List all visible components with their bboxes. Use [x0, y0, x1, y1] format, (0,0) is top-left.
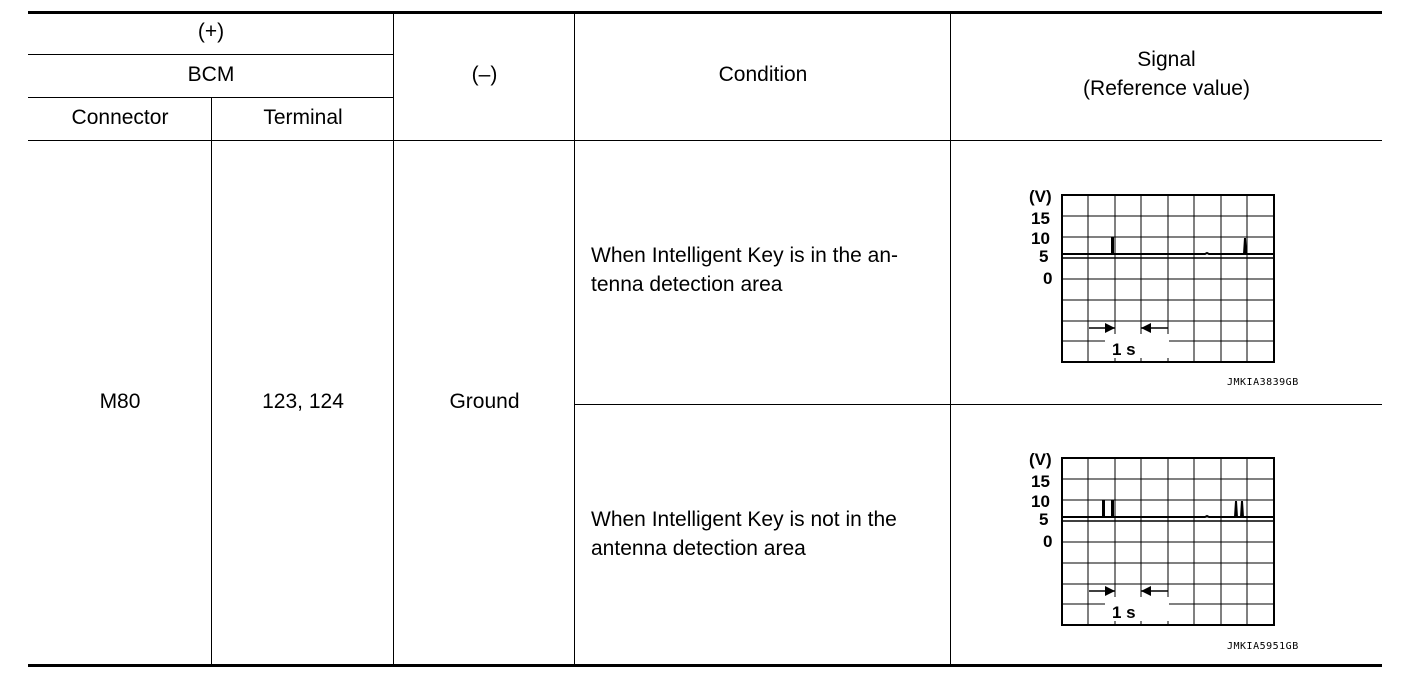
- connector-header: Connector: [71, 106, 169, 129]
- condition-header: Condition: [718, 63, 808, 86]
- y-tick-5: 5: [1039, 510, 1049, 529]
- signal-header-line1: Signal: [1137, 48, 1196, 71]
- time-scale-label: 1 s: [1112, 340, 1136, 359]
- terminal-value: 123, 124: [262, 390, 344, 413]
- figure-code-2: JMKIA5951GB: [1227, 641, 1299, 652]
- table-top-rule: [28, 11, 1382, 14]
- col-divider-4: [950, 13, 951, 666]
- y-tick-15: 15: [1031, 209, 1050, 228]
- table-bottom-rule: [28, 664, 1382, 667]
- plus-header: (+): [197, 20, 225, 43]
- terminal-header: Terminal: [263, 106, 343, 129]
- minus-header: (–): [471, 63, 498, 86]
- signal-header-line2: (Reference value): [1083, 77, 1250, 100]
- y-tick-5: 5: [1039, 247, 1049, 266]
- time-scale-label: 1 s: [1112, 603, 1136, 622]
- col-divider-1: [211, 97, 212, 666]
- col-divider-3: [574, 13, 575, 666]
- y-tick-10: 10: [1031, 229, 1050, 248]
- ground-value: Ground: [449, 390, 520, 413]
- condition-divider: [575, 404, 1382, 405]
- y-tick-0: 0: [1043, 532, 1053, 551]
- condition-in-area: [591, 241, 941, 299]
- y-tick-15: 15: [1031, 472, 1050, 491]
- condition-not-in-area: [591, 505, 941, 563]
- figure-code-1: JMKIA3839GB: [1227, 377, 1299, 388]
- y-unit-label: (V): [1029, 450, 1052, 469]
- header-bottom-rule: [28, 140, 1382, 141]
- condition-in-area-text: When Intelligent Key is in the an-tenna detection area: [591, 244, 899, 296]
- waveform-graph-1: [1025, 183, 1285, 368]
- y-unit-label: (V): [1029, 187, 1052, 206]
- waveform-graph-2: [1025, 446, 1285, 631]
- y-tick-10: 10: [1031, 492, 1050, 511]
- y-tick-0: 0: [1043, 269, 1053, 288]
- bcm-header: BCM: [187, 63, 235, 86]
- connector-value: M80: [99, 390, 141, 413]
- condition-not-in-area-text: When Intelligent Key is not in the antenna detection area: [591, 508, 897, 560]
- header-rule-1: [28, 54, 394, 55]
